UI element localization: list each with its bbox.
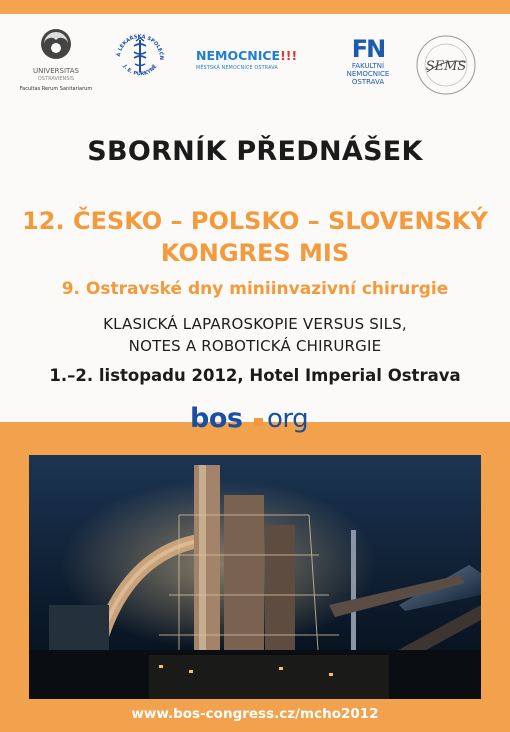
bos-dot-icon — [254, 418, 263, 426]
caduceus-seal-icon — [110, 26, 170, 86]
cover-photo — [29, 455, 481, 699]
nemocnice-name: NEMOCNICE — [196, 48, 281, 63]
bos-org-logo — [190, 403, 325, 437]
nemocnice-sub: MĚSTSKÁ NEMOCNICE OSTRAVA — [196, 66, 278, 71]
page-title: SBORNÍK PŘEDNÁŠEK — [87, 136, 423, 167]
universitas-name: UNIVERSITAS — [33, 67, 79, 75]
cls-jep-logo — [110, 26, 170, 86]
topic-line-1: KLASICKÁ LAPAROSKOPIE VERSUS SILS, — [103, 315, 407, 333]
blast-furnace-illustration — [29, 455, 481, 699]
subtitle: 9. Ostravské dny miniinvazivní chirurgie — [61, 279, 449, 299]
cls-arc-top: Á LÉKAŘSKÁ SPOLEČN — [115, 33, 165, 60]
top-orange-band — [0, 0, 510, 14]
website-url[interactable]: www.bos-congress.cz/mcho2012 — [131, 706, 379, 722]
sems-logo — [413, 32, 479, 98]
nemocnice-suffix: !!! — [280, 48, 298, 63]
fno-line2: NEMOCNICE — [346, 70, 390, 78]
universitas-logo — [18, 26, 94, 98]
universitas-faculty: Facultas Rerum Sanitariarum — [19, 86, 93, 92]
topic — [0, 313, 510, 357]
fno-line1: FAKULTNÍ — [351, 62, 385, 70]
sems-seal-icon — [413, 32, 479, 98]
universitas-sub: OSTRAVIENSIS — [37, 76, 75, 82]
universitas-emblem-icon — [18, 26, 94, 62]
partner-logos — [0, 26, 510, 106]
fno-logo — [338, 36, 398, 98]
sems-mark: SEMS — [425, 59, 467, 74]
fno-line3: OSTRAVA — [351, 78, 385, 86]
cls-arc-bottom: J. E. PURKYNĚ — [121, 63, 159, 78]
topic-line-2: NOTES A ROBOTICKÁ CHIRURGIE — [128, 337, 382, 355]
bos-part1: bos — [190, 403, 243, 434]
congress-title — [0, 205, 510, 269]
nemocnice-logo — [196, 48, 316, 78]
congress-line-2: KONGRES MIS — [160, 239, 350, 267]
event-date: 1.–2. listopadu 2012, Hotel Imperial Ostrava — [49, 366, 461, 385]
congress-line-1: 12. ČESKO – POLSKO – SLOVENSKÝ — [22, 207, 488, 235]
svg-text:ČESKÁ LÉKAŘSKÁ SPOLEČNOST — [110, 26, 165, 60]
fno-mark: FN — [351, 35, 385, 63]
bos-part2: org — [267, 404, 309, 434]
